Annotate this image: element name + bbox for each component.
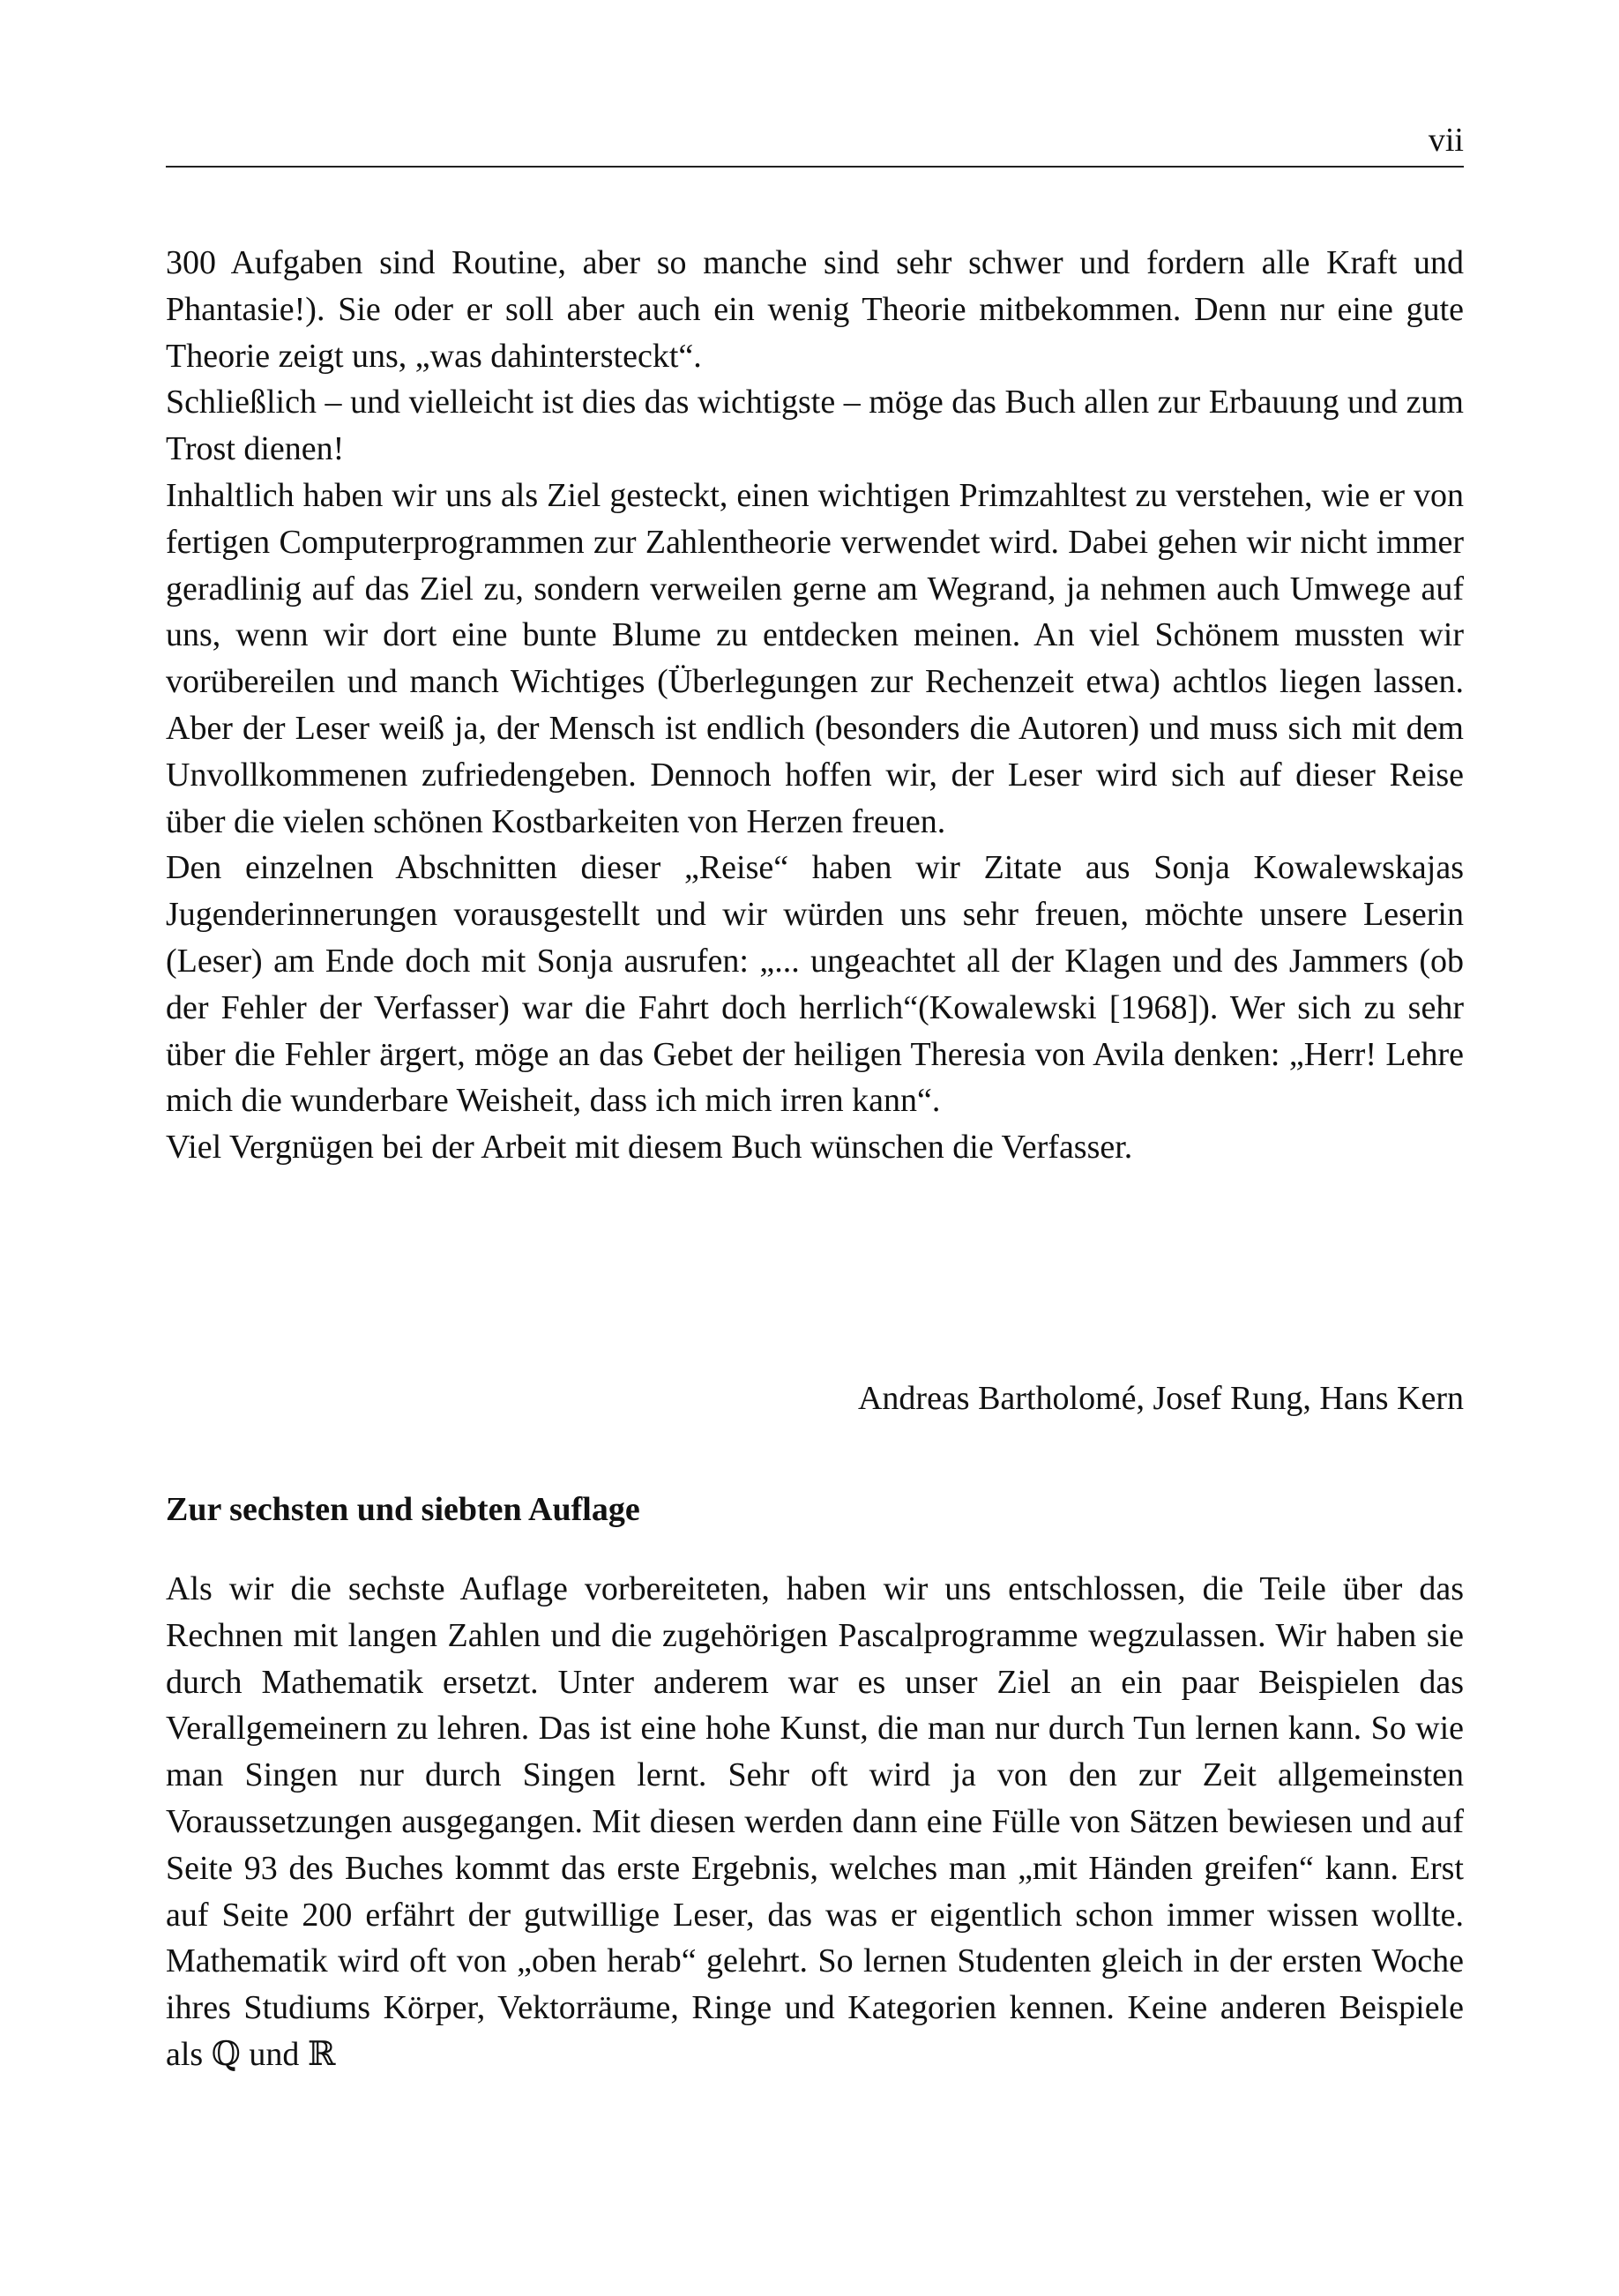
section-text xyxy=(166,1566,1464,2078)
paragraph: Viel Vergnügen bei der Arbeit mit diesem Buch wünschen die Verfasser. xyxy=(166,1129,1133,1167)
paragraph: 300 Aufgaben sind Routine, aber so manche sind sehr schwer und fordern alle Kraft und Phantasie!). Sie oder er soll aber auch ein wenig Theorie mitbekommen. Denn nur eine gute Theorie zeigt uns, „was dahintersteckt“. xyxy=(166,244,1464,375)
paragraph: Den einzelnen Abschnitten dieser „Reise“ haben wir Zitate aus Sonja Kowalewskajas Jugenderinnerungen vorausgestellt und wir würden uns sehr freuen, möchte unsere Leserin (Leser) am Ende doch mit Sonja ausrufen: „... ungeachtet all der Klagen und des Jammers (ob der Fehler der Verfasser) war die Fahrt doch herrlich“(Kowalewski [1968]). Wer sich zu sehr über die Fehler ärgert, möge an das Gebet der heiligen Theresia von Avila denken: „Herr! Lehre mich die wunderbare Weisheit, dass ich mich irren kann“. xyxy=(166,849,1464,1120)
page-number: vii xyxy=(1428,122,1464,159)
authors-signature: Andreas Bartholomé, Josef Rung, Hans Kern xyxy=(857,1380,1464,1417)
page-header xyxy=(166,113,1464,168)
paragraph: Schließlich – und vielleicht ist dies das wichtigste – möge das Buch allen zur Erbauung und zum Trost dienen! xyxy=(166,384,1464,468)
paragraph: Inhaltlich haben wir uns als Ziel gesteckt, einen wichtigen Primzahltest zu verstehen, wie er von fertigen Computerprogrammen zur Zahlentheorie verwendet wird. Dabei gehen wir nicht immer geradlinig auf das Ziel zu, sondern verweilen gerne am Wegrand, ja nehmen auch Umwege auf uns, wenn wir dort eine bunte Blume zu entdecken meinen. An viel Schönem mussten wir vorübereilen und manch Wichtiges (Überlegungen zur Rechenzeit etwa) achtlos liegen lassen. Aber der Leser weiß ja, der Mensch ist endlich (besonders die Autoren) und muss sich mit dem Unvollkommenen zufriedengeben. Dennoch hoffen wir, der Leser wird sich auf dieser Reise über die vielen schönen Kostbarkeiten von Herzen freuen. xyxy=(166,476,1464,840)
paragraph: Als wir die sechste Auflage vorbereiteten, haben wir uns entschlossen, die Teile über das Rechnen mit langen Zahlen und die zugehörigen Pascalprogramme wegzulassen. Wir haben sie durch Mathematik ersetzt. Unter anderem war es unser Ziel an ein paar Beispielen das Verallgemeinern zu lehren. Das ist eine hohe Kunst, die man nur durch Tun lernen kann. So wie man Singen nur durch Singen lernt. Sehr oft wird ja von den zur Zeit allgemeinsten Voraussetzungen ausgegangen. Mit diesen werden dann eine Fülle von Sätzen bewiesen und auf Seite 93 des Buches kommt das erste Ergebnis, welches man „mit Händen greifen“ kann. Erst auf Seite 200 erfährt der gutwillige Leser, das was er eigentlich schon immer wissen wollte. Mathematik wird oft von „oben herab“ gelehrt. So lernen Studenten gleich in der ersten Woche ihres Studiums Körper, Vektorräume, Ringe und Kategorien kennen. Keine anderen Beispiele als ℚ und ℝ xyxy=(166,1570,1464,2073)
preface-text xyxy=(166,240,1464,1171)
section-heading: Zur sechsten und siebten Auflage xyxy=(166,1491,640,1528)
